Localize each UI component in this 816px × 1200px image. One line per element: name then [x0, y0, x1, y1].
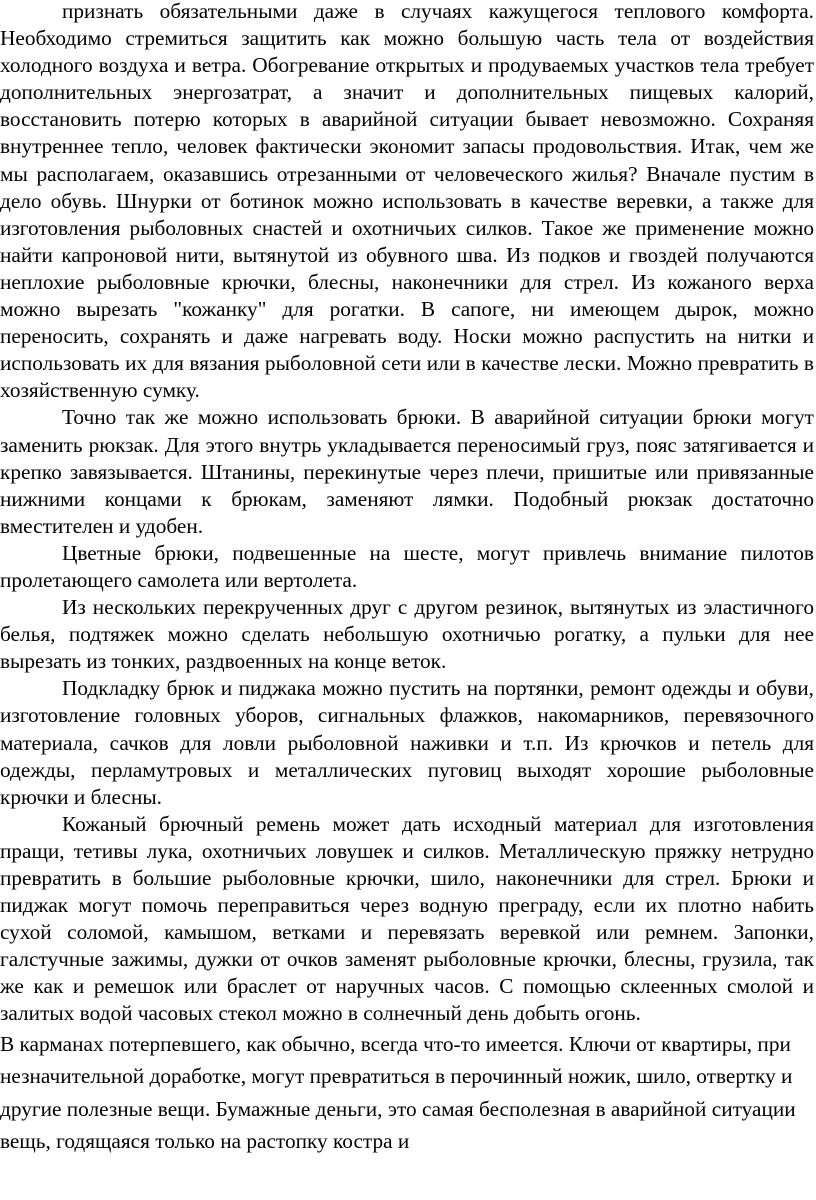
- paragraph-7: В карманах потерпевшего, как обычно, всегда что-то имеется. Ключи от квартиры, при незначительной доработке, могут превратиться в перочинный ножик, шило, отвертку и другие полезные вещи. Бумажные деньги, это самая бесполезная в аварийной ситуации вещь, годящаяся только на растопку костра и: [0, 1031, 796, 1154]
- paragraph-4: Из нескольких перекрученных друг с другом резинок, вытянутых из эластичного белья, подтяжек можно сделать небольшую охотничью рогатку, а пульки для нее вырезать из тонких, раздвоенных на конце веток.: [0, 595, 814, 674]
- paragraph-5: Подкладку брюк и пиджака можно пустить на портянки, ремонт одежды и обуви, изготовление головных уборов, сигнальных флажков, накомарников, перевязочного материала, сачков для ловли рыболовной наживки и т.п. Из крючков и петель для одежды, перламутровых и металлических пуговиц выходят хорошие рыболовные крючки и блесны.: [0, 676, 814, 809]
- paragraph-3: Цветные брюки, подвешенные на шесте, могут привлечь внимание пилотов пролетающего самолета или вертолета.: [0, 540, 814, 592]
- paragraph-6: Кожаный брючный ремень может дать исходный материал для изготовления пращи, тетивы лука, охотничьих ловушек и силков. Металлическую пряжку нетрудно превратить в большие рыболовные крючки, шило, наконечники для стрел. Брюки и пиджак могут помочь переправиться через водную преграду, если их плотно набить сухой соломой, камышом, ветками и перевязать веревкой или ремнем. Запонки, галстучные зажимы, дужки от очков заменят рыболовные крючки, блесны, грузила, так же как и ремешок или браслет от наручных часов. С помощью склеенных смолой и залитых водой часовых стекол можно в солнечный день добыть огонь.: [0, 811, 814, 1026]
- paragraph-2: Точно так же можно использовать брюки. В аварийной ситуации брюки могут заменить рюкзак. Для этого внутрь укладывается переносимый груз, пояс затягивается и крепко завязывается. Штанины, перекинутые через плечи, пришитые или привязанные нижними концами к брюкам, заменяют лямки. Подобный рюкзак достаточно вместителен и удобен.: [0, 405, 814, 538]
- paragraph-1: признать обязательными даже в случаях кажущегося теплового комфорта. Необходимо стремиться защитить как можно большую часть тела от воздействия холодного воздуха и ветра. Обогревание открытых и продуваемых участков тела требует дополнительных энергозатрат, а значит и дополнительных пищевых калорий, восстановить потерю которых в аварийной ситуации бывает невозможно. Сохраняя внутреннее тепло, человек фактически экономит запасы продовольствия. Итак, чем же мы располагаем, оказавшись отрезанными от человеческого жилья? Вначале пустим в дело обувь. Шнурки от ботинок можно использовать в качестве веревки, а также для изготовления рыболовных снастей и охотничьих силков. Такое же применение можно найти капроновой нити, вытянутой из обувного шва. Из подков и гвоздей получаются неплохие рыболовные крючки, блесны, наконечники для стрел. Из кожаного верха можно вырезать "кожанку" для рогатки. В сапоге, ни имеющем дырок, можно переносить, сохранять и даже нагревать воду. Носки можно распустить на нитки и использовать их для вязания рыболовной сети или в качестве лески. Можно превратить в хозяйственную сумку.: [0, 0, 814, 403]
